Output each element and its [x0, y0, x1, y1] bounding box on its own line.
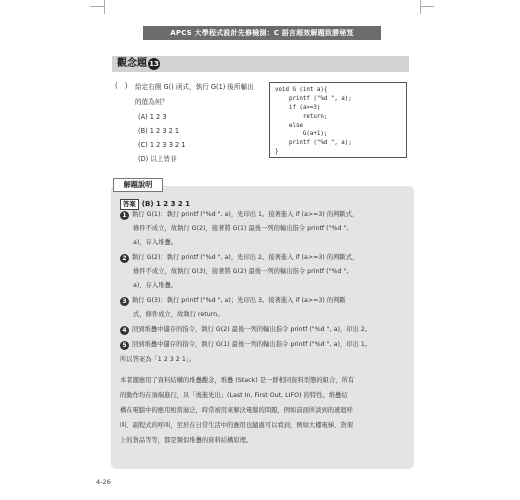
conclusion: 所以答案為「1 2 3 2 1」。	[120, 356, 196, 363]
answer-blank: ( )	[115, 82, 128, 90]
step-5	[120, 338, 371, 352]
code-block	[269, 82, 407, 158]
step-text: 執行 G(2)：執行 printf ("%d ", a)，先印出 2。接著進入 if (a>=3) 的判斷式，	[132, 254, 359, 261]
step-1-line-3: a)，存入堆疊。	[133, 239, 178, 246]
explanation-line: 的動作均在頂端進行，具「後進先出」(Last In, First Out, LIFO) 的特性。堆疊結	[120, 392, 348, 399]
step-3	[120, 294, 346, 308]
code-line: }	[275, 149, 279, 156]
step-1-line-2: 條件不成立，故執行 G(2)，接著將 G(1) 最後一列的輸出指令 printf ("%d ",	[133, 225, 349, 232]
running-header: APCS 大學程式設計先修檢測：C 語言超效解題致勝秘笈	[143, 26, 381, 40]
option-d: (D) 以上皆非	[138, 155, 177, 163]
concept-number-badge: 13	[149, 60, 159, 68]
solution-tab: 解題說明	[113, 178, 163, 192]
answer-value: (B) 1 2 3 2 1	[141, 200, 191, 208]
code-line: return;	[275, 113, 328, 120]
step-4	[120, 323, 371, 337]
code-line: if (a>=3)	[275, 104, 321, 111]
step-number-icon: 5	[120, 341, 129, 350]
code-line: else	[275, 122, 303, 129]
step-number-icon: 3	[120, 297, 129, 306]
step-3-line-2: 式，條件成立，故執行 return。	[133, 311, 224, 318]
option-a: (A) 1 2 3	[138, 113, 167, 121]
step-number-icon: 1	[120, 211, 129, 220]
step-text: 執行 G(1)：執行 printf ("%d ", a)，先印出 1。接著進入 if (a>=3) 的判斷式，	[132, 211, 359, 218]
step-2-line-2: 條件不成立，故執行 G(3)，接著將 G(2) 最後一列的輸出指令 printf ("%d ",	[133, 268, 349, 275]
step-text: 回到堆疊中儲存的指令，執行 G(1) 最後一列的輸出指令 printf ("%d ", a)，印出 1。	[132, 341, 372, 348]
option-c: (C) 1 2 3 3 2 1	[138, 141, 186, 149]
crop-mark	[104, 0, 105, 14]
question-line-1: 給定右側 G() 函式，執行 G(1) 後所輸出	[135, 83, 254, 91]
code-line: void G (int a){	[275, 87, 328, 93]
answer-tag: 答案	[120, 199, 139, 210]
step-2-line-3: a)，存入堆疊。	[133, 282, 178, 289]
crop-mark	[420, 6, 434, 7]
step-1	[120, 208, 358, 222]
explanation-line: 上的貨品等等，都是類似堆疊的資料結構原理。	[120, 437, 253, 444]
code-line: G(a+1);	[275, 131, 328, 138]
crop-mark	[90, 6, 104, 7]
code-line: printf ("%d ", a);	[275, 140, 352, 147]
crop-mark	[420, 0, 421, 14]
explanation-line: 叫、副程式的呼叫，至於在日常生活中的應用也隨處可以看到，例如大樓電梯、貨架	[120, 422, 353, 429]
explanation-line: 構在電腦中的應用相當廣泛，時常被用來解決電腦的問題，例如前面所談到的遞迴呼	[120, 407, 353, 414]
concept-label: 觀念題	[117, 58, 147, 69]
step-text: 回到堆疊中儲存的指令，執行 G(2) 最後一列的輸出指令 printf ("%d ", a)，印出 2。	[132, 326, 372, 333]
question-line-2: 的值為何？	[135, 98, 168, 106]
code-line: printf ("%d ", a);	[275, 95, 352, 102]
step-number-icon: 2	[120, 254, 129, 263]
step-2	[120, 251, 358, 265]
option-b: (B) 1 2 3 2 1	[138, 127, 180, 135]
step-number-icon: 4	[120, 326, 129, 335]
explanation-line: 本者題應用了資料結構的堆疊觀念，堆疊 (Stack) 是一群相同資料型態的組合，所有	[120, 377, 355, 384]
step-text: 執行 G(3)：執行 printf ("%d ", a)；先印出 3。接著進入 if (a>=3) 的判斷	[132, 297, 346, 304]
page-number: 4-26	[96, 478, 111, 486]
